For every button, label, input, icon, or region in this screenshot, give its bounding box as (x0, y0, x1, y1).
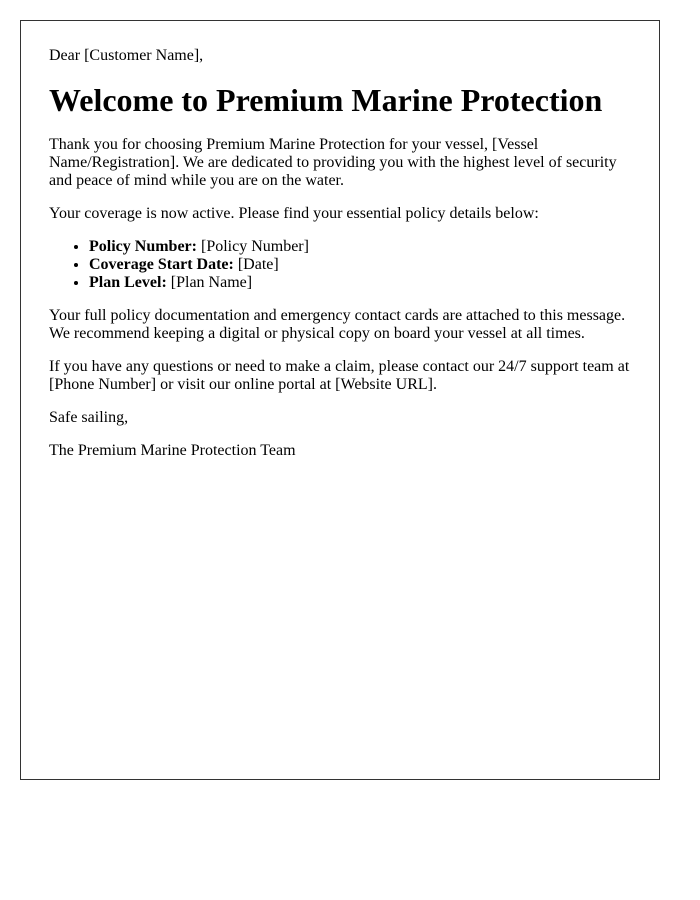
policy-detail-label: Coverage Start Date: (89, 256, 234, 273)
policy-detail-value: [Plan Name] (166, 274, 253, 291)
policy-detail-label: Plan Level: (89, 274, 167, 291)
letter-container (20, 20, 660, 780)
support-paragraph: If you have any questions or need to make a claim, please contact our 24/7 support team at [Phone Number] or visit our online portal at [Website URL]. (49, 358, 630, 393)
policy-detail-label: Policy Number: (89, 238, 197, 255)
policy-detail-item (89, 238, 631, 256)
policy-detail-item (89, 274, 631, 292)
greeting: Dear [Customer Name], (49, 47, 204, 64)
intro-paragraph: Thank you for choosing Premium Marine Protection for your vessel, [Vessel Name/Registration]. We are dedicated to providing you with the highest level of security and peace of mind while you are on the water. (49, 136, 617, 189)
policy-detail-item (89, 256, 631, 274)
policy-detail-value: [Date] (233, 256, 279, 273)
documentation-paragraph: Your full policy documentation and emergency contact cards are attached to this message. We recommend keeping a digital or physical copy on board your vessel at all times. (49, 307, 626, 342)
signature: The Premium Marine Protection Team (49, 442, 296, 459)
closing: Safe sailing, (49, 409, 129, 426)
coverage-note: Your coverage is now active. Please find your essential policy details below: (49, 205, 539, 222)
letter-title: Welcome to Premium Marine Protection (49, 82, 603, 118)
policy-details-list (49, 238, 631, 292)
policy-detail-value: [Policy Number] (196, 238, 309, 255)
